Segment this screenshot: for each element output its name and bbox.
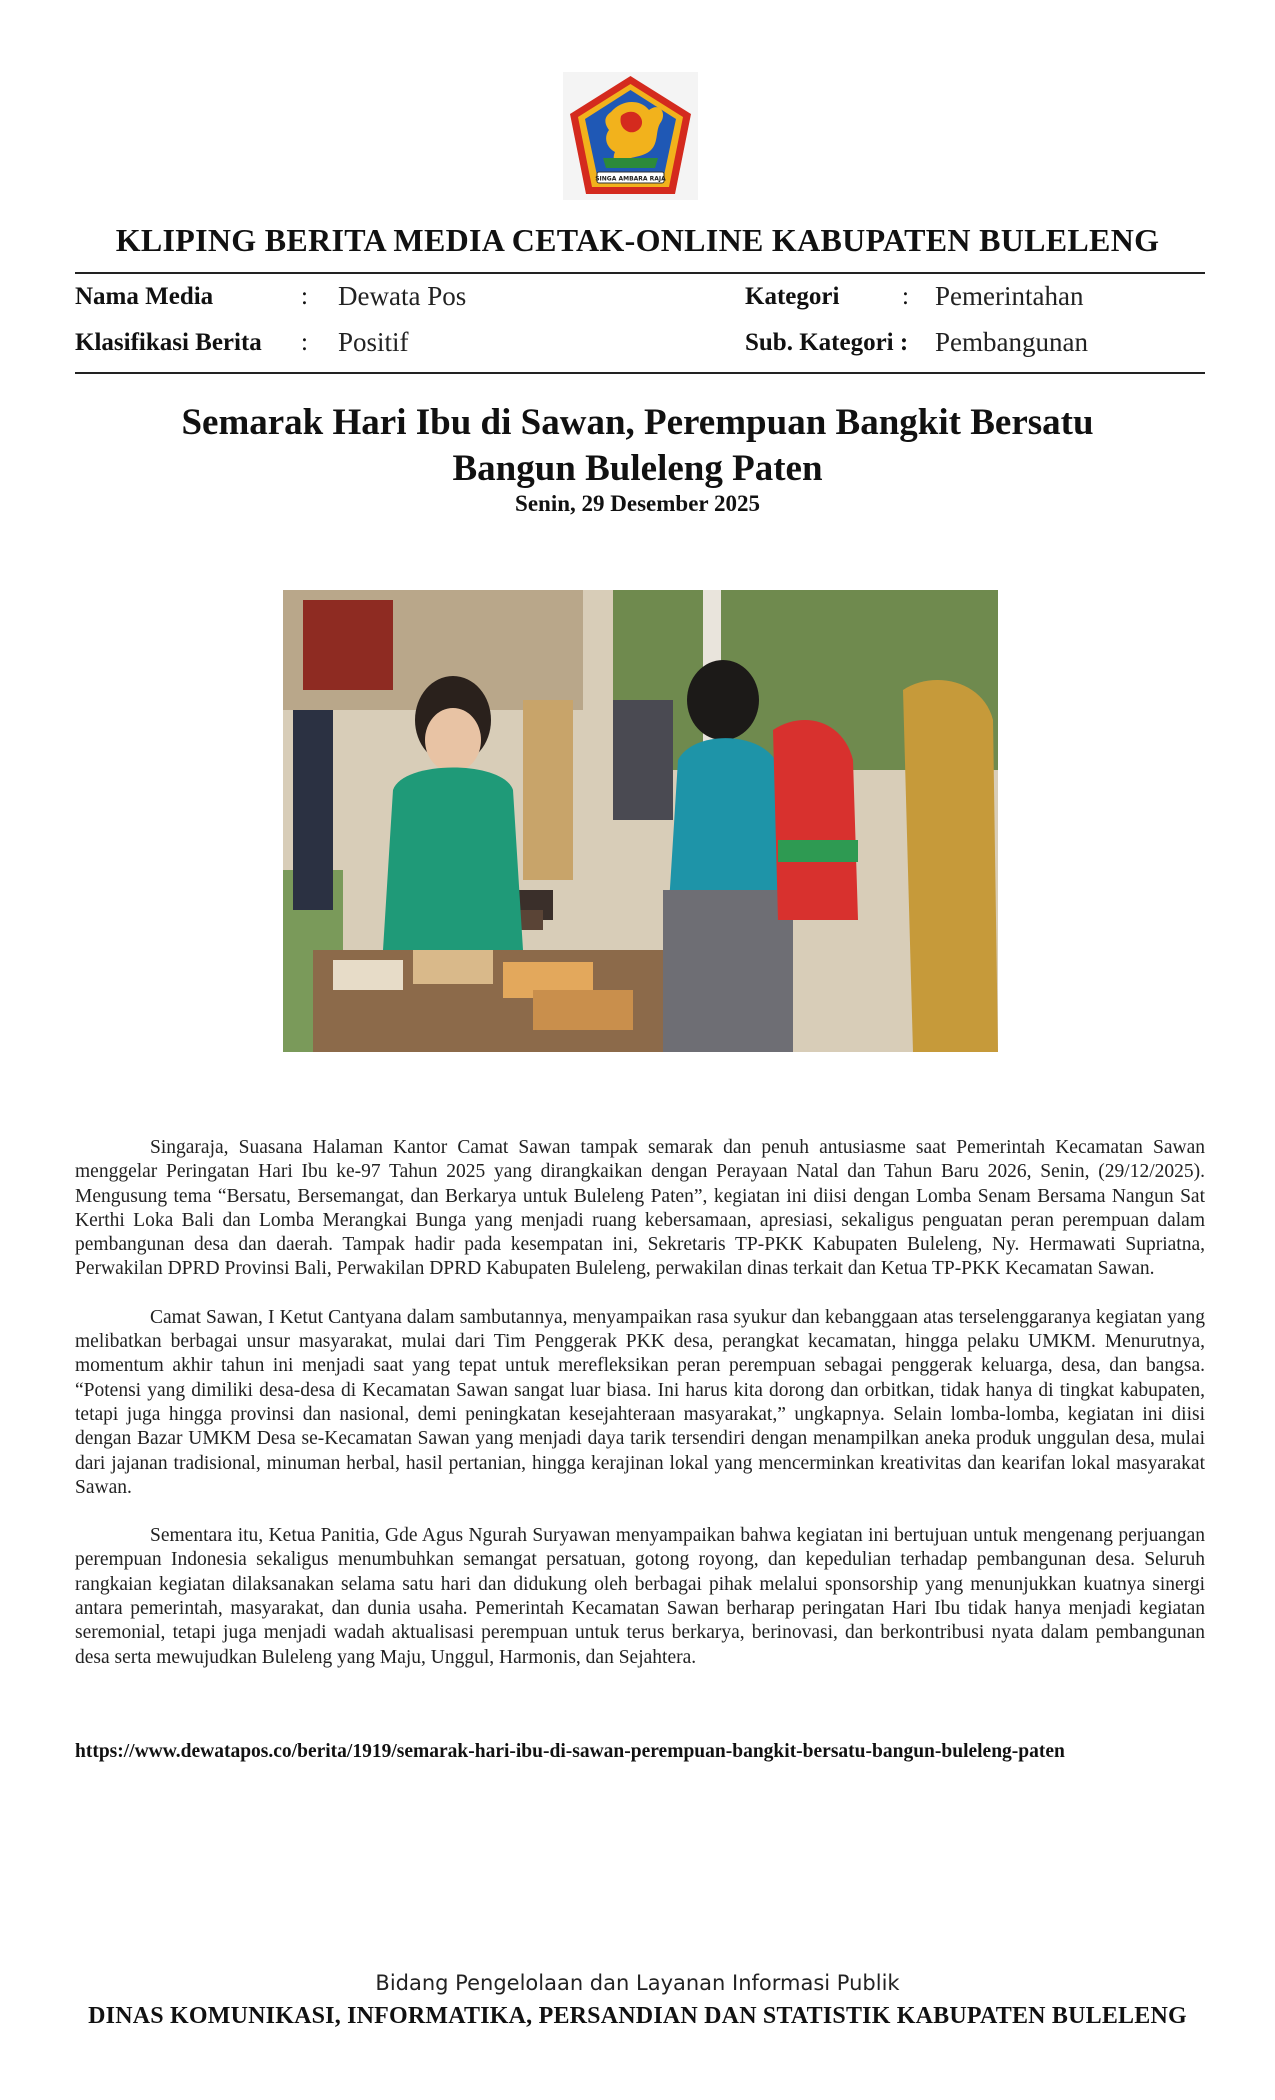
classification-label: Klasifikasi Berita (75, 329, 262, 356)
bazaar-photo-illustration (283, 590, 998, 1052)
source-link[interactable]: https://www.dewatapos.co/berita/1919/semarak-hari-ibu-di-sawan-perempuan-bangkit-bersatu-bangun-buleleng-paten (75, 1741, 1065, 1762)
emblem-icon (563, 72, 698, 200)
sub-category-value: Pembangunan (935, 327, 1088, 357)
article-body (75, 1136, 1205, 1694)
header-divider-bottom (75, 372, 1205, 374)
article-title-line-1: Semarak Hari Ibu di Sawan, Perempuan Bangkit Bersatu (181, 402, 1094, 443)
media-name-colon: : (301, 283, 308, 310)
article-photo (283, 590, 998, 1052)
svg-text:SINGA AMBARA RAJA: SINGA AMBARA RAJA (595, 175, 666, 183)
category-label: Kategori (745, 283, 840, 310)
article-date: Senin, 29 Desember 2025 (515, 491, 760, 516)
media-name-label: Nama Media (75, 283, 214, 310)
article-paragraph-2: Camat Sawan, I Ketut Cantyana dalam sambutannya, menyampaikan rasa syukur dan kebanggaan atas terselenggaranya kegiatan yang melibatkan berbagai unsur masyarakat, mulai dari Tim Penggerak PKK desa, perangkat kecamatan, hingga pelaku UMKM. Menurutnya, momentum akhir tahun ini menjadi saat yang tepat untuk merefleksikan peran perempuan sebagai penggerak keluarga, desa, dan bangsa. “Potensi yang dimiliki desa-desa di Kecamatan Sawan sangat luar biasa. Ini harus kita dorong dan orbitkan, tidak hanya di tingkat kabupaten, tetapi juga hingga provinsi dan nasional, demi peningkatan kesejahteraan masyarakat,” ungkapnya. Selain lomba-lomba, kegiatan ini diisi dengan Bazar UMKM Desa se-Kecamatan Sawan yang menjadi daya tarik tersendiri dengan menampilkan aneka produk unggulan desa, mulai dari jajanan tradisional, minuman herbal, hasil pertanian, hingga kerajinan lokal yang mencerminkan kreativitas dan kearifan lokal masyarakat Sawan. (75, 1306, 1205, 1498)
classification-value: Positif (338, 327, 409, 357)
article-title (0, 400, 1275, 492)
article-paragraph-1: Singaraja, Suasana Halaman Kantor Camat Sawan tampak semarak dan penuh antusiasme saat Pemerintah Kecamatan Sawan menggelar Peringatan Hari Ibu ke-97 Tahun 2025 yang dirangkaikan dengan Perayaan Natal dan Tahun Baru 2026, Senin, (29/12/2025). Mengusung tema “Bersatu, Bersemangat, dan Berkarya untuk Buleleng Paten”, kegiatan ini diisi dengan Lomba Senam Bersama Nangun Sat Kerthi Loka Bali dan Lomba Merangkai Bunga yang menjadi ruang kebersamaan, apresiasi, sekaligus penguatan peran perempuan dalam pembangunan desa dan daerah. Tampak hadir pada kesempatan ini, Sekretaris TP-PKK Kabupaten Buleleng, Ny. Hermawati Supriatna, Perwakilan DPRD Provinsi Bali, Perwakilan DPRD Kabupaten Buleleng, perwakilan dinas terkait dan Ketua TP-PKK Kecamatan Sawan. (75, 1137, 1205, 1280)
category-value: Pemerintahan (935, 281, 1084, 311)
footer-agency: DINAS KOMUNIKASI, INFORMATIKA, PERSANDIAN DAN STATISTIK KABUPATEN BULELENG (88, 2003, 1187, 2029)
classification-colon: : (301, 329, 308, 356)
sub-category-label: Sub. Kategori : (745, 329, 909, 356)
header-divider-top (75, 272, 1205, 274)
media-name-value: Dewata Pos (338, 281, 467, 311)
category-colon: : (902, 283, 909, 310)
article-title-line-2: Bangun Buleleng Paten (452, 448, 823, 489)
article-paragraph-3: Sementara itu, Ketua Panitia, Gde Agus Ngurah Suryawan menyampaikan bahwa kegiatan ini bertujuan untuk mengenang perjuangan perempuan Indonesia sekaligus menumbuhkan semangat persatuan, gotong royong, dan kepedulian terhadap pembangunan desa. Seluruh rangkaian kegiatan dilaksanakan selama satu hari dan didukung oleh berbagai pihak melalui sponsorship yang menunjukkan kuatnya sinergi antara pemerintah, masyarakat, dan dunia usaha. Pemerintah Kecamatan Sawan berharap peringatan Hari Ibu tidak hanya menjadi kegiatan seremonial, tetapi juga menjadi wadah aktualisasi perempuan untuk terus berkarya, berinovasi, dan berkontribusi nyata dalam pembangunan desa serta mewujudkan Buleleng yang Maju, Unggul, Harmonis, dan Sejahtera. (75, 1525, 1205, 1668)
regency-emblem-logo (563, 72, 698, 200)
clipping-header-title: KLIPING BERITA MEDIA CETAK-ONLINE KABUPATEN BULELENG (115, 222, 1160, 258)
footer-department: Bidang Pengelolaan dan Layanan Informasi Publik (375, 1971, 900, 1995)
